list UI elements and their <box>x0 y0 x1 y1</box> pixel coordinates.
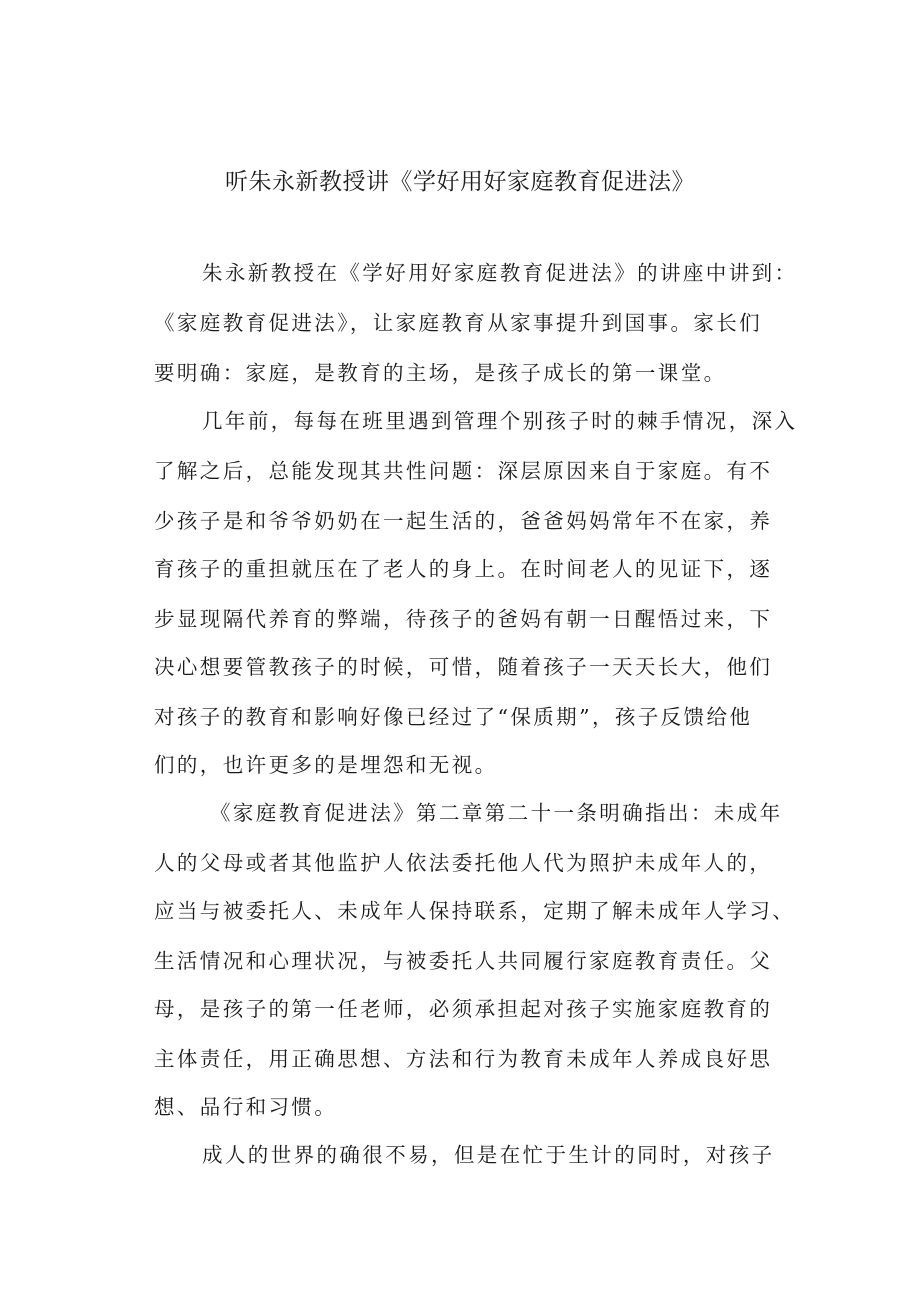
body-line: 要明确：家庭，是教育的主场，是孩子成长的第一课堂。 <box>154 361 727 385</box>
body-line: 生活情况和心理状况，与被委托人共同履行家庭教育责任。父 <box>154 949 773 973</box>
body-line: 育孩子的重担就压在了老人的身上。在时间老人的见证下，逐 <box>154 557 773 581</box>
body-line: 主体责任，用正确思想、方法和行为教育未成年人养成良好思 <box>154 1047 773 1071</box>
body-line: 决心想要管教孩子的时候，可惜，随着孩子一天天长大，他们 <box>154 655 773 679</box>
body-line: 了解之后，总能发现其共性问题：深层原因来自于家庭。有不 <box>154 459 773 483</box>
body-line: 《家庭教育促进法》第二章第二十一条明确指出：未成年 <box>210 801 783 825</box>
body-line: 成人的世界的确很不易，但是在忙于生计的同时，对孩子 <box>202 1143 775 1167</box>
body-line: 们的，也许更多的是埋怨和无视。 <box>154 753 498 777</box>
body-line: 母，是孩子的第一任老师，必须承担起对孩子实施家庭教育的 <box>154 997 773 1021</box>
body-line: 几年前，每每在班里遇到管理个别孩子时的棘手情况，深入 <box>202 409 798 433</box>
body-line: 对孩子的教育和影响好像已经过了“保质期”，孩子反馈给他 <box>154 705 753 729</box>
document-title: 听朱永新教授讲《学好用好家庭教育促进法》 <box>225 169 695 195</box>
body-line: 应当与被委托人、未成年人保持联系，定期了解未成年人学习、 <box>154 899 796 923</box>
body-line: 少孩子是和爷爷奶奶在一起生活的，爸爸妈妈常年不在家，养 <box>154 509 773 533</box>
body-line: 步显现隔代养育的弊端，待孩子的爸妈有朝一日醒悟过来，下 <box>154 607 773 631</box>
body-line: 《家庭教育促进法》，让家庭教育从家事提升到国事。家长们 <box>154 311 763 335</box>
body-line: 人的父母或者其他监护人依法委托他人代为照护未成年人的， <box>154 851 773 875</box>
body-line: 朱永新教授在《学好用好家庭教育促进法》的讲座中讲到： <box>202 261 798 285</box>
body-line: 想、品行和习惯。 <box>154 1095 338 1119</box>
